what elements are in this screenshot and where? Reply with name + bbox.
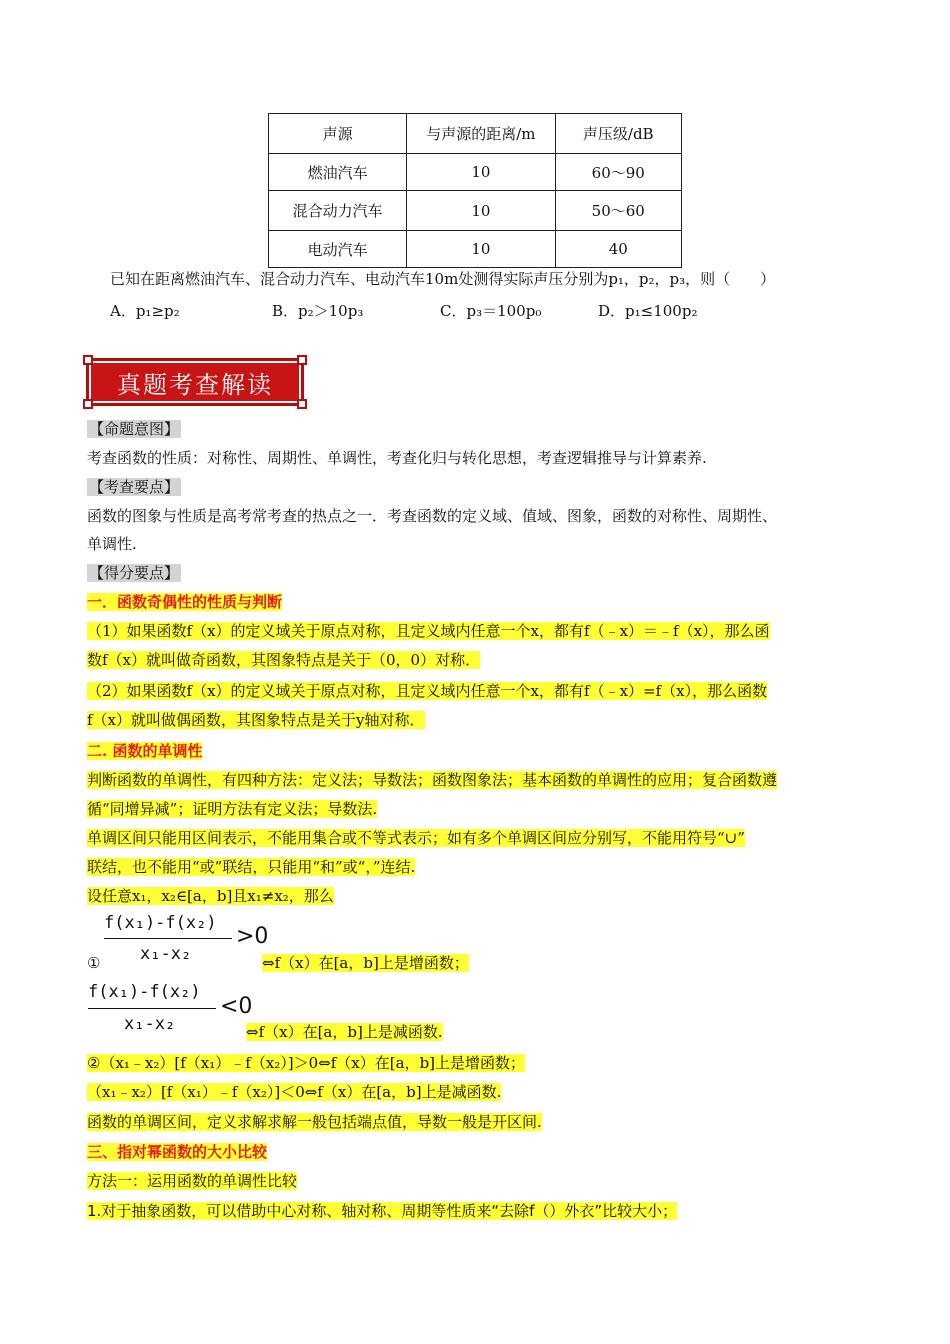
- points-tag: 【考查要点】: [89, 478, 180, 496]
- sound-source-table: [268, 113, 682, 268]
- table-cell: 电动汽车: [269, 231, 407, 268]
- mono-interval-1: 单调区间只能用区间表示，不能用集合或不等式表示；如有多个单调区间应分别写，不能用符号“∪”: [87, 829, 745, 847]
- table-header: 声压级/dB: [555, 114, 681, 154]
- mono-methods-1: 判断函数的单调性，有四种方法：定义法；导数法；函数图象法；基本函数的单调性的应用；复合函数遵: [87, 771, 778, 789]
- option-d: D．p₁≤100p₂: [598, 302, 698, 320]
- even-def-1: （2）如果函数f（x）的定义域关于原点对称，且定义域内任意一个x，都有f（﹣x）=f（x），那么函数: [87, 682, 768, 700]
- product-decreasing: （x₁﹣x₂）[f（x₁）﹣f（x₂）]＜0⇔f（x）在[a，b]上是减函数.: [87, 1083, 502, 1101]
- interval-note: 函数的单调区间，定义求解求解一般包括端点值，导数一般是开区间.: [87, 1113, 542, 1131]
- abstract-function-item: 1.对于抽象函数，可以借助中心对称、轴对称、周期等性质来“去除f（）外衣”比较大小；: [87, 1202, 678, 1220]
- product-increasing: ②（x₁﹣x₂）[f（x₁）﹣f（x₂）]＞0⇔f（x）在[a，b]上是增函数；: [87, 1054, 526, 1072]
- heading-compare: 三、指对幂函数的大小比较: [87, 1143, 268, 1161]
- points-text-2: 单调性.: [87, 535, 137, 553]
- odd-def-1: （1）如果函数f（x）的定义域关于原点对称，且定义域内任意一个x，都有f（﹣x）＝﹣f（x），那么函: [87, 622, 770, 640]
- table-row: [269, 154, 682, 191]
- odd-def-2: 数f（x）就叫做奇函数，其图象特点是关于（0，0）对称．: [87, 651, 481, 669]
- heading-parity: 一．函数奇偶性的性质与判断: [87, 593, 283, 611]
- mono-interval-2: 联结，也不能用“或”联结，只能用“和”或“，”连结.: [87, 858, 416, 876]
- table-cell: 混合动力汽车: [269, 191, 407, 231]
- intent-tag: 【命题意图】: [89, 420, 180, 438]
- option-b: B．p₂＞10p₃: [272, 302, 364, 320]
- fraction-denominator: x₁-x₂: [124, 1014, 176, 1034]
- less-than-zero: <0: [220, 994, 253, 1019]
- decreasing-condition: ⇔f（x）在[a，b]上是减函数.: [246, 1023, 443, 1041]
- fraction-denominator: x₁-x₂: [140, 944, 192, 964]
- option-c: C．p₃＝100p₀: [440, 302, 542, 320]
- points-text-1: 函数的图象与性质是高考常考查的热点之一．考查函数的定义域、值域、图象，函数的对称性、周期性、: [87, 507, 778, 525]
- option-a: A．p₁≥p₂: [110, 302, 180, 320]
- circle-one: ①: [87, 954, 101, 972]
- table-cell: 40: [555, 231, 681, 268]
- even-def-2: f（x）就叫做偶函数，其图象特点是关于y轴对称．: [87, 711, 425, 729]
- table-cell: 10: [407, 154, 555, 191]
- increasing-condition: ⇔f（x）在[a，b]上是增函数；: [262, 954, 469, 972]
- table-cell: 10: [407, 191, 555, 231]
- intent-text: 考查函数的性质：对称性、周期性、单调性，考查化归与转化思想，考查逻辑推导与计算素养.: [87, 449, 707, 467]
- method-one: 方法一：运用函数的单调性比较: [87, 1172, 298, 1190]
- table-cell: 燃油汽车: [269, 154, 407, 191]
- table-header: 与声源的距离/m: [407, 114, 555, 154]
- table-cell: 60～90: [555, 154, 681, 191]
- table-row: [269, 191, 682, 231]
- table-row: [269, 231, 682, 268]
- score-tag: 【得分要点】: [89, 564, 180, 582]
- fraction-numerator: f(x₁)-f(x₂): [88, 982, 201, 1002]
- heading-monotonic: 二. 函数的单调性: [87, 742, 203, 760]
- greater-than-zero: >0: [236, 924, 269, 949]
- table-cell: 50～60: [555, 191, 681, 231]
- mono-assume: 设任意x₁，x₂∈[a，b]且x₁≠x₂，那么: [87, 887, 334, 905]
- mono-methods-2: 循“同增异减”；证明方法有定义法；导数法.: [87, 800, 378, 818]
- section-banner: [86, 358, 304, 406]
- question-stem: 已知在距离燃油汽车、混合动力汽车、电动汽车10m处测得实际声压分别为p₁，p₂，p₃，则（ ）: [110, 270, 776, 288]
- banner-title: 真题考查解读: [117, 370, 273, 399]
- fraction-numerator: f(x₁)-f(x₂): [104, 913, 217, 933]
- table-header: 声源: [269, 114, 407, 154]
- table-cell: 10: [407, 231, 555, 268]
